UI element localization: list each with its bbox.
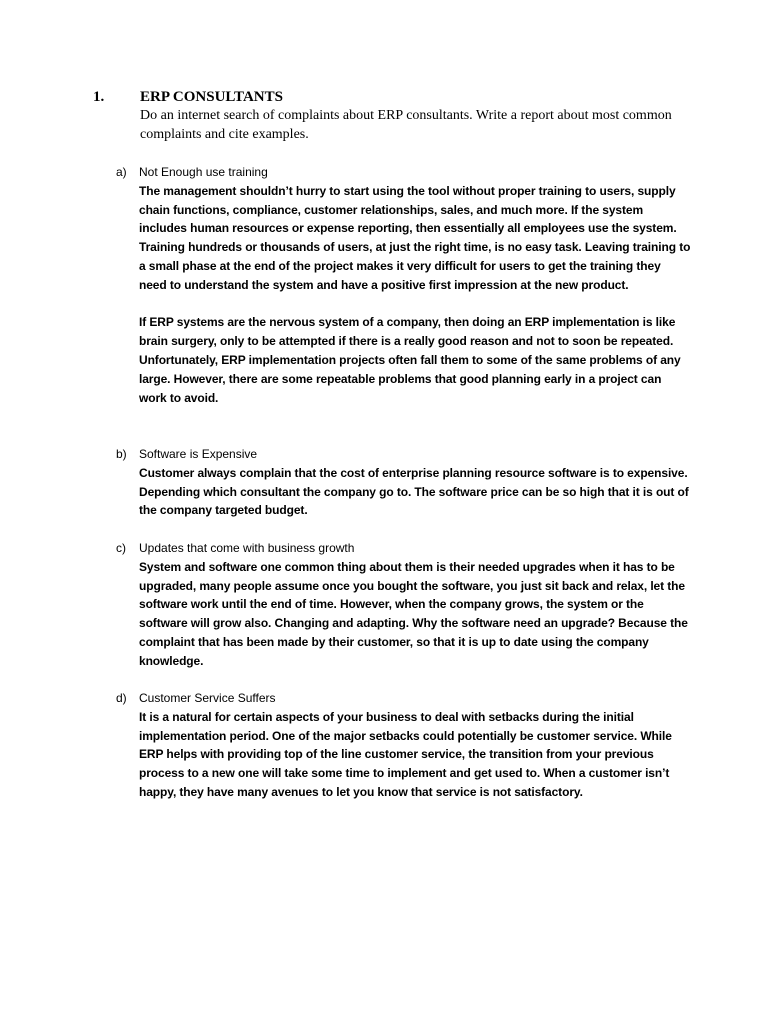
section-paragraph: It is a natural for certain aspects of your business to deal with setbacks during the initial implementation period. One of the major setbacks could potentially be customer service. While ERP helps with providing top of the line customer service, the transition from your previous process to a new one will take some time to implement and get used to. When a customer isn’t happy, they have many avenues to let you know that service is not satisfactory.	[139, 709, 672, 799]
question-title: ERP CONSULTANTS	[140, 89, 283, 105]
section-body	[139, 708, 691, 802]
section-letter: a)	[116, 165, 127, 179]
section-paragraph: System and software one common thing about them is their needed upgrades when it has to be upgraded, many people assume once you bought the software, you just sit back and relax, let the software work until the end of time. However, when the company grows, the system or the software will grow also. Changing and adapting. Why the software need an upgrade? Because the complaint that has been made by their customer, so that it is up to date using the company knowledge.	[139, 559, 688, 668]
question-prompt: Do an internet search of complaints about ERP consultants. Write a report about most common complaints and cite examples.	[140, 108, 672, 142]
section-paragraph: If ERP systems are the nervous system of a company, then doing an ERP implementation is like brain surgery, only to be attempted if there is a really good reason and not to soon be repeated. Unfortunately, ERP implementation projects often fall them to some of the same problems of any large. However, there are some repeatable problems that good planning early in a project can work to avoid.	[139, 315, 681, 405]
section-paragraph: The management shouldn’t hurry to start using the tool without proper training to users, supply chain functions, compliance, customer relationships, sales, and much more. If the system includes human resources or expense reporting, then essentially all employees use the system. Training hundreds or thousands of users, at just the right time, is no easy task. Leaving training to a small phase at the end of the project makes it very difficult for users to get the training they need to understand the system and have a positive first impression at the new product.	[139, 183, 691, 292]
section-paragraph: Customer always complain that the cost of enterprise planning resource software is to expensive. Depending which consultant the company go to. The software price can be so high that it is out of the company targeted budget.	[139, 465, 689, 518]
section-letter: c)	[116, 541, 126, 555]
section-letter: d)	[116, 691, 127, 705]
section-title: Not Enough use training	[139, 165, 268, 179]
section-title: Updates that come with business growth	[139, 541, 355, 555]
section-title: Software is Expensive	[139, 447, 258, 461]
section-title: Customer Service Suffers	[139, 691, 276, 705]
question-number: 1.	[93, 89, 105, 105]
section-letter: b)	[116, 447, 127, 461]
section-body	[139, 464, 691, 520]
section-body	[139, 182, 691, 408]
section-body	[139, 558, 691, 671]
